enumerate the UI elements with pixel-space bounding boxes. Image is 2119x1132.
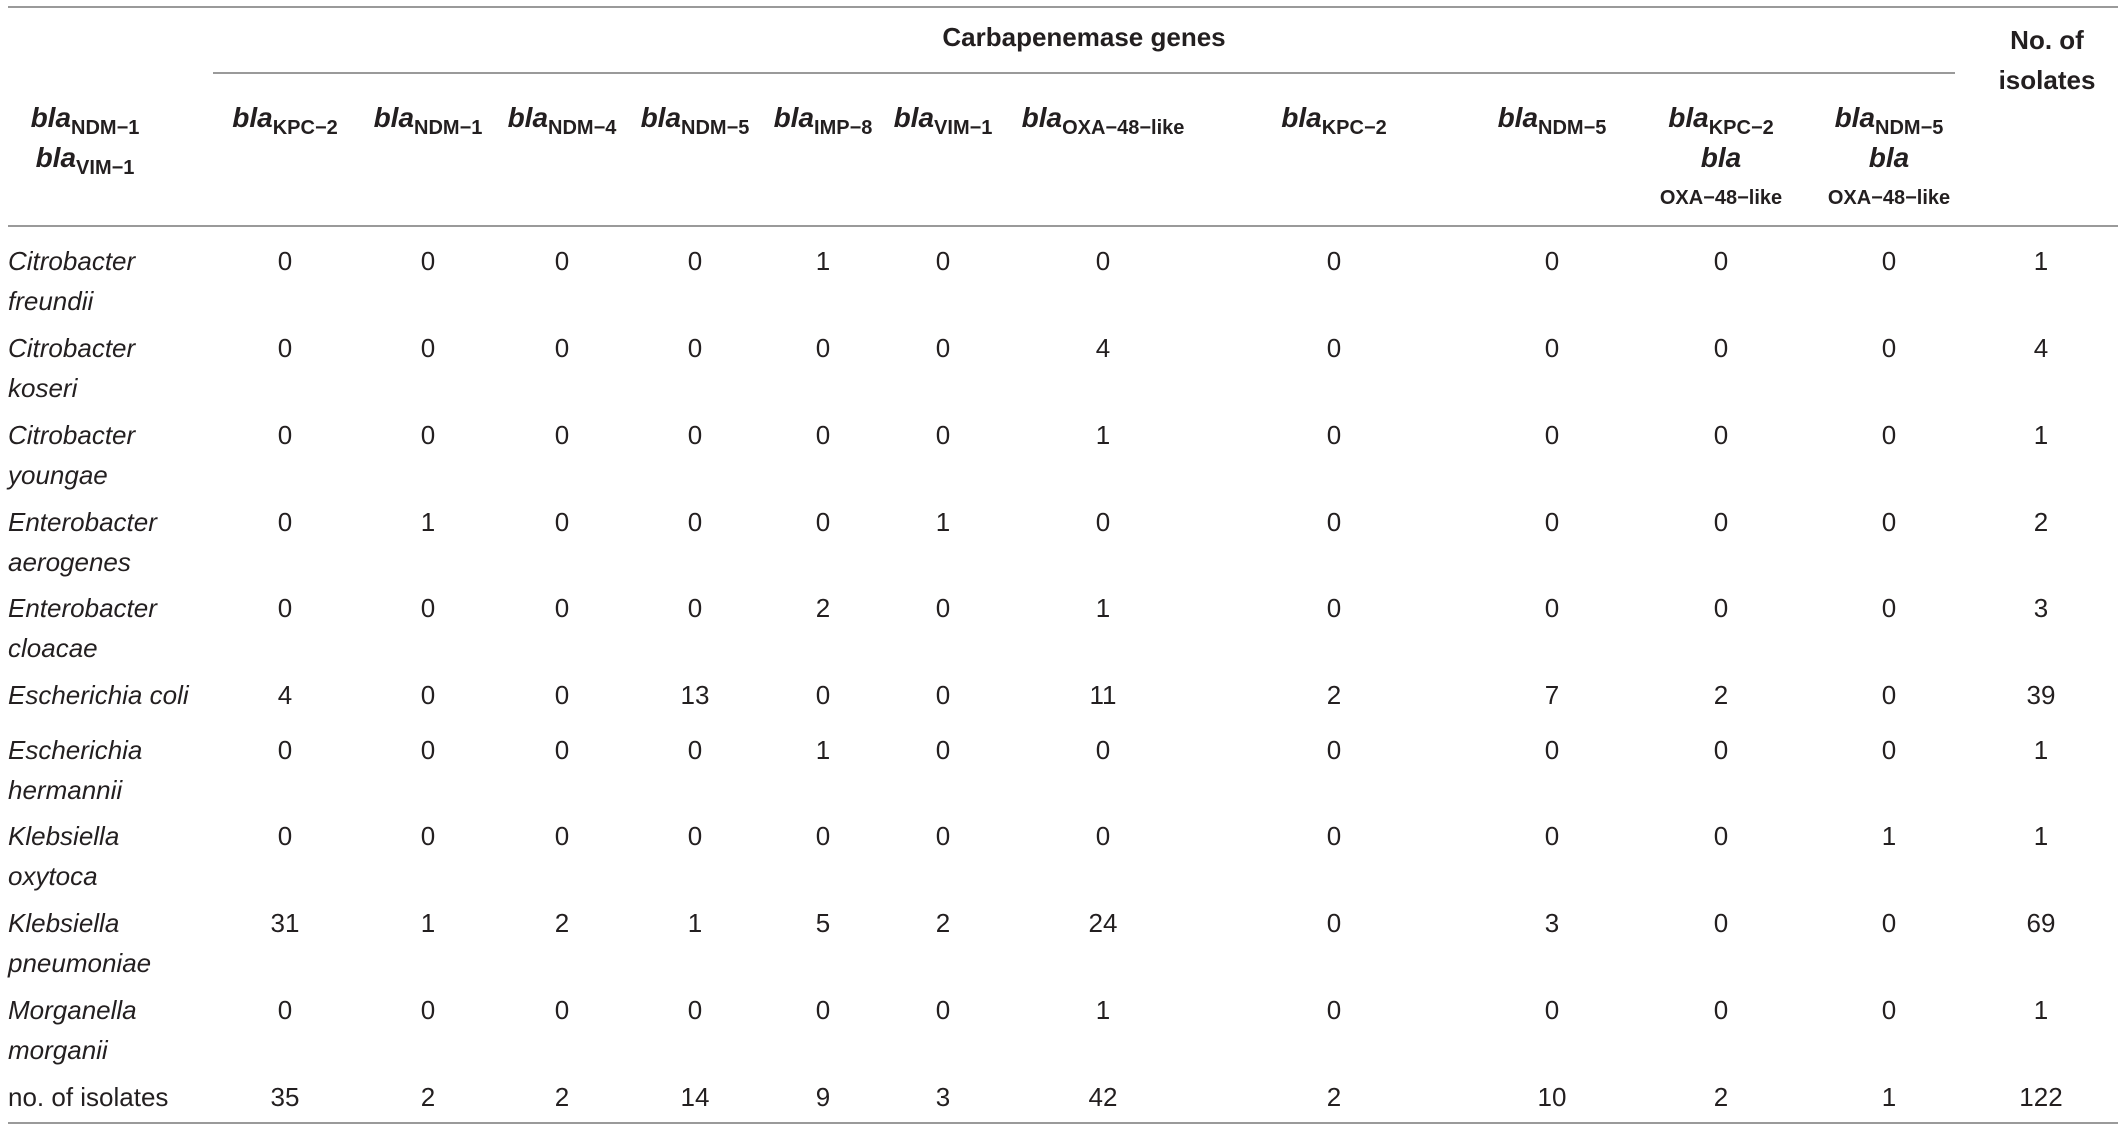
table-cell: 24 xyxy=(1088,908,1118,938)
table-cell: 0 xyxy=(1544,995,1560,1025)
species-label-line: Citrobacter xyxy=(8,420,136,450)
table-cell: 0 xyxy=(1544,507,1560,537)
gene-name xyxy=(210,98,360,138)
table-cell: 0 xyxy=(1713,735,1729,765)
gene-variant: OXA−48−like xyxy=(1062,117,1185,139)
table-cell: 1 xyxy=(420,908,436,938)
table-cell: 0 xyxy=(277,420,293,450)
gene-column-header xyxy=(1804,98,1974,218)
table-cell: 0 xyxy=(935,735,951,765)
table-cell: 0 xyxy=(277,593,293,623)
gene-column-header xyxy=(487,98,637,138)
species-label-line: Morganella xyxy=(8,995,137,1025)
species-label-line: morganii xyxy=(8,1035,108,1065)
top-rule xyxy=(8,6,2118,8)
table-cell: 2 xyxy=(935,908,951,938)
gene-name xyxy=(1477,98,1627,138)
group-underline xyxy=(213,72,1955,74)
table-cell: 0 xyxy=(1881,420,1897,450)
table-cell: 0 xyxy=(1881,507,1897,537)
total-cell: 14 xyxy=(680,1082,710,1112)
gene-column-header xyxy=(353,98,503,138)
table-cell: 0 xyxy=(420,735,436,765)
gene-name xyxy=(1804,138,1974,178)
gene-prefix: bla xyxy=(1281,102,1322,133)
gene-prefix: bla xyxy=(640,102,682,133)
table-cell: 1 xyxy=(1881,821,1897,851)
bottom-rule xyxy=(8,1122,2118,1124)
total-cell: 2 xyxy=(1713,1082,1729,1112)
gene-variant: VIM−1 xyxy=(76,157,135,179)
table-cell: 0 xyxy=(1095,735,1111,765)
table-cell: 0 xyxy=(1713,507,1729,537)
species-label-line: no. of isolates xyxy=(8,1082,169,1112)
gene-prefix: bla xyxy=(1497,102,1539,133)
species-label-line: aerogenes xyxy=(8,547,131,577)
table-cell: 0 xyxy=(815,507,831,537)
table-cell: 0 xyxy=(815,680,831,710)
table-cell: 0 xyxy=(687,333,703,363)
table-cell: 0 xyxy=(1713,908,1729,938)
gene-name xyxy=(0,98,170,138)
table-cell: 4 xyxy=(1095,333,1111,363)
table-cell: 0 xyxy=(1326,420,1342,450)
table-cell: 1 xyxy=(815,735,831,765)
table-cell: 0 xyxy=(1544,821,1560,851)
table-cell: 0 xyxy=(554,507,570,537)
table-cell: 0 xyxy=(815,333,831,363)
table-cell: 0 xyxy=(1713,420,1729,450)
gene-name xyxy=(353,98,503,138)
total-cell: 35 xyxy=(270,1082,300,1112)
table-cell: 0 xyxy=(277,995,293,1025)
gene-variant: KPC−2 xyxy=(1321,117,1387,139)
table-cell: 0 xyxy=(687,593,703,623)
gene-variant: NDM−1 xyxy=(414,117,483,139)
table-cell: 11 xyxy=(1089,680,1117,710)
total-cell: 2 xyxy=(554,1082,570,1112)
isolates-total-cell: 69 xyxy=(2026,908,2056,938)
table-cell: 13 xyxy=(680,680,710,710)
species-label xyxy=(8,816,208,896)
table-cell: 0 xyxy=(935,246,951,276)
isolates-total-cell: 3 xyxy=(2033,593,2049,623)
total-cell: 3 xyxy=(935,1082,951,1112)
species-label xyxy=(8,328,208,408)
table-cell: 0 xyxy=(554,246,570,276)
gene-column-header xyxy=(1003,98,1203,138)
isolates-total-cell: 1 xyxy=(2033,420,2049,450)
table-cell: 0 xyxy=(554,593,570,623)
table-cell: 0 xyxy=(1326,507,1342,537)
table-cell: 0 xyxy=(1713,593,1729,623)
table-cell: 1 xyxy=(687,908,703,938)
total-cell: 10 xyxy=(1537,1082,1567,1112)
total-cell: 2 xyxy=(420,1082,436,1112)
table-cell: 0 xyxy=(277,507,293,537)
gene-variant: NDM−5 xyxy=(1538,117,1607,139)
species-label-line: Escherichia coli xyxy=(8,680,189,710)
gene-variant: VIM−1 xyxy=(934,117,993,139)
table-cell: 0 xyxy=(1095,821,1111,851)
gene-variant: NDM−1 xyxy=(71,117,140,139)
table-cell: 0 xyxy=(1326,593,1342,623)
table-cell: 2 xyxy=(554,908,570,938)
species-label-line: Klebsiella xyxy=(8,908,120,938)
species-label-line: Enterobacter xyxy=(8,593,157,623)
total-cell: 2 xyxy=(1326,1082,1342,1112)
table-cell: 0 xyxy=(1881,995,1897,1025)
gene-column-header xyxy=(868,98,1018,138)
table-cell: 3 xyxy=(1544,908,1560,938)
table-cell: 0 xyxy=(277,821,293,851)
table-cell: 0 xyxy=(935,821,951,851)
species-label xyxy=(8,903,208,983)
table-cell: 0 xyxy=(687,246,703,276)
gene-column-header xyxy=(1259,98,1409,138)
header-rule xyxy=(8,225,2118,227)
table-cell: 0 xyxy=(1544,420,1560,450)
gene-name xyxy=(1636,138,1806,178)
isolates-header xyxy=(1975,20,2119,100)
gene-name xyxy=(1003,98,1203,138)
table-cell: 1 xyxy=(1095,420,1111,450)
table-cell: 0 xyxy=(815,420,831,450)
total-cell: 1 xyxy=(1881,1082,1897,1112)
species-label-line: pneumoniae xyxy=(8,948,152,978)
gene-prefix: bla xyxy=(773,102,815,133)
table-cell: 0 xyxy=(420,680,436,710)
isolates-total-cell: 39 xyxy=(2026,680,2056,710)
table-cell: 0 xyxy=(1881,735,1897,765)
table-cell: 0 xyxy=(554,680,570,710)
gene-prefix: bla xyxy=(232,102,273,133)
gene-prefix: bla xyxy=(1834,102,1876,133)
isolates-total-cell: 1 xyxy=(2033,821,2049,851)
group-header: Carbapenemase genes xyxy=(942,22,1226,52)
table-cell: 1 xyxy=(1095,995,1111,1025)
isolates-total-cell: 4 xyxy=(2033,333,2049,363)
table-cell: 0 xyxy=(420,593,436,623)
table-cell: 0 xyxy=(277,333,293,363)
gene-name xyxy=(1636,98,1806,138)
gene-name xyxy=(0,138,170,178)
species-label-line: koseri xyxy=(8,373,78,403)
table-cell: 0 xyxy=(1713,821,1729,851)
table-cell: 0 xyxy=(1881,908,1897,938)
table-cell: 0 xyxy=(277,246,293,276)
table-cell: 0 xyxy=(554,333,570,363)
table-cell: 4 xyxy=(277,680,293,710)
table-cell: 0 xyxy=(1881,333,1897,363)
table-cell: 0 xyxy=(420,995,436,1025)
table-cell: 0 xyxy=(687,995,703,1025)
table-cell: 0 xyxy=(1326,908,1342,938)
table-cell: 1 xyxy=(815,246,831,276)
table-cell: 0 xyxy=(935,680,951,710)
gene-variant: KPC−2 xyxy=(1708,117,1774,139)
species-label xyxy=(8,241,208,321)
gene-name xyxy=(1259,98,1409,138)
table-cell: 0 xyxy=(1095,246,1111,276)
gene-column-header xyxy=(1636,98,1806,218)
isolates-total-cell: 1 xyxy=(2033,735,2049,765)
species-label-line: Escherichia xyxy=(8,735,143,765)
table-cell: 0 xyxy=(1326,821,1342,851)
species-label-line: freundii xyxy=(8,286,94,316)
gene-prefix: bla xyxy=(1700,142,1742,173)
table-cell: 0 xyxy=(815,821,831,851)
table-cell: 0 xyxy=(1095,507,1111,537)
gene-variant: NDM−5 xyxy=(1875,117,1944,139)
table-cell: 1 xyxy=(935,507,951,537)
gene-prefix: bla xyxy=(1668,102,1709,133)
table-cell: 0 xyxy=(420,420,436,450)
species-label xyxy=(8,415,208,495)
table-cell: 0 xyxy=(1326,995,1342,1025)
table-cell: 0 xyxy=(687,507,703,537)
table-cell: 0 xyxy=(1326,333,1342,363)
species-label xyxy=(8,588,208,668)
isolates-total-cell: 1 xyxy=(2033,246,2049,276)
table-cell: 0 xyxy=(935,995,951,1025)
gene-name xyxy=(487,98,637,138)
gene-prefix: bla xyxy=(373,102,415,133)
table-cell: 0 xyxy=(687,821,703,851)
table-cell: 0 xyxy=(1326,246,1342,276)
table-cell: 1 xyxy=(420,507,436,537)
species-label xyxy=(8,730,208,810)
species-label-line: oxytoca xyxy=(8,861,98,891)
gene-variant: KPC−2 xyxy=(272,117,338,139)
table-cell: 5 xyxy=(815,908,831,938)
table-cell: 0 xyxy=(1544,333,1560,363)
species-label-line: hermannii xyxy=(8,775,123,805)
table-cell: 0 xyxy=(1544,735,1560,765)
table-cell: 7 xyxy=(1544,680,1560,710)
gene-prefix: bla xyxy=(1021,102,1063,133)
table-cell: 0 xyxy=(935,593,951,623)
table-cell: 0 xyxy=(935,420,951,450)
species-label xyxy=(8,990,208,1070)
gene-column-header xyxy=(1477,98,1627,138)
table-cell: 0 xyxy=(420,333,436,363)
gene-subscript-line: OXA−48−like xyxy=(1827,187,1951,209)
table-cell: 2 xyxy=(1326,680,1342,710)
table-cell: 0 xyxy=(554,995,570,1025)
gene-prefix: bla xyxy=(893,102,935,133)
gene-column-header xyxy=(0,98,170,178)
table-cell: 0 xyxy=(554,821,570,851)
gene-column-header xyxy=(210,98,360,138)
table-cell: 0 xyxy=(1326,735,1342,765)
species-label-line: cloacae xyxy=(8,633,98,663)
species-label xyxy=(8,675,208,715)
gene-prefix: bla xyxy=(30,102,72,133)
table-cell: 2 xyxy=(815,593,831,623)
total-cell: 9 xyxy=(815,1082,831,1112)
gene-subscript-line: OXA−48−like xyxy=(1659,187,1783,209)
table-cell: 0 xyxy=(554,735,570,765)
species-label xyxy=(8,502,208,582)
gene-name xyxy=(868,98,1018,138)
table-cell: 0 xyxy=(420,246,436,276)
gene-prefix: bla xyxy=(1868,142,1910,173)
table-cell: 0 xyxy=(1544,593,1560,623)
species-label-line: Citrobacter xyxy=(8,246,136,276)
table-cell: 0 xyxy=(554,420,570,450)
gene-prefix: bla xyxy=(507,102,549,133)
gene-variant: NDM−4 xyxy=(548,117,617,139)
table-cell: 0 xyxy=(277,735,293,765)
table-cell: 0 xyxy=(1544,246,1560,276)
species-label-line: Citrobacter xyxy=(8,333,136,363)
table-cell: 0 xyxy=(1881,246,1897,276)
table-cell: 0 xyxy=(1881,593,1897,623)
gene-prefix: bla xyxy=(35,142,77,173)
table-cell: 0 xyxy=(1713,246,1729,276)
table-cell: 0 xyxy=(815,995,831,1025)
table-cell: 0 xyxy=(687,735,703,765)
species-label-line: Enterobacter xyxy=(8,507,157,537)
table-cell: 31 xyxy=(270,908,300,938)
isolates-total-cell: 1 xyxy=(2033,995,2049,1025)
species-label-line: Klebsiella xyxy=(8,821,120,851)
total-cell: 42 xyxy=(1088,1082,1118,1112)
gene-name xyxy=(1804,98,1974,138)
table-cell: 0 xyxy=(687,420,703,450)
total-row-label xyxy=(8,1077,208,1117)
table-cell: 0 xyxy=(1881,680,1897,710)
table-cell: 2 xyxy=(1713,680,1729,710)
isolates-header-line-1: No. of xyxy=(2010,25,2084,55)
table-cell: 0 xyxy=(1713,333,1729,363)
gene-variant: NDM−5 xyxy=(681,117,750,139)
isolates-total-cell: 2 xyxy=(2033,507,2049,537)
table-cell: 0 xyxy=(935,333,951,363)
isolates-header-line-2: isolates xyxy=(1998,65,2096,95)
table-cell: 0 xyxy=(1713,995,1729,1025)
grand-total-cell: 122 xyxy=(2019,1082,2063,1112)
gene-variant: IMP−8 xyxy=(814,117,873,139)
species-label-line: youngae xyxy=(8,460,108,490)
table-cell: 0 xyxy=(420,821,436,851)
table-cell: 1 xyxy=(1095,593,1111,623)
